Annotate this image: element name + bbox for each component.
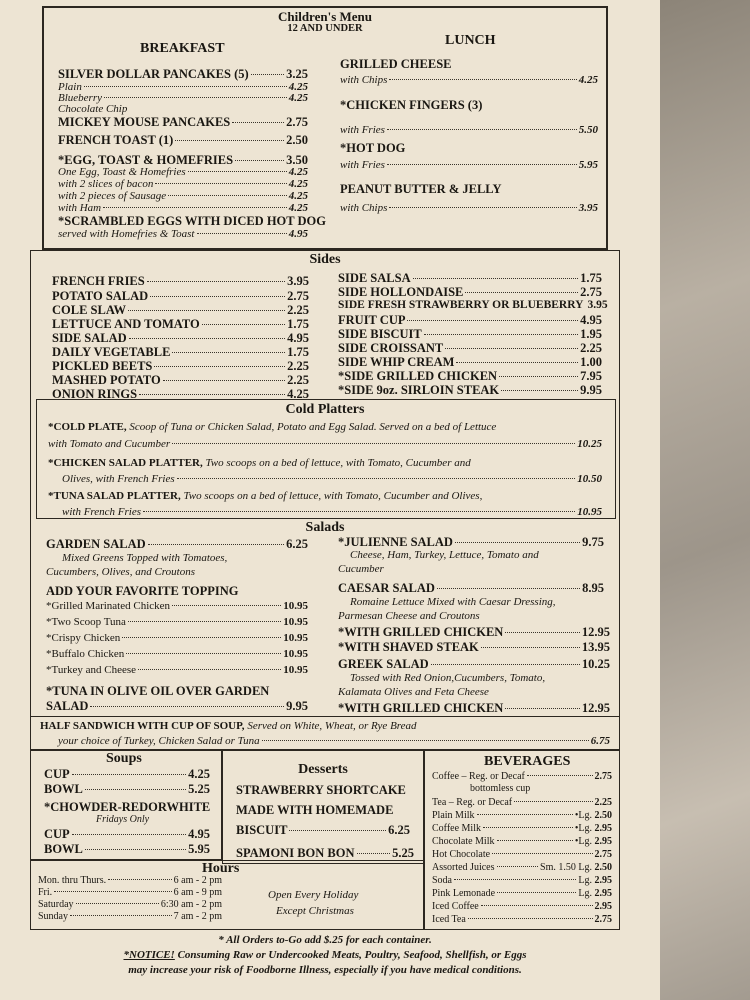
item-label: Plain: [58, 81, 82, 93]
item-label: Blueberry: [58, 92, 102, 104]
item-price: 10.50: [577, 473, 602, 485]
item-desc: with French Fries: [62, 506, 142, 518]
item-desc: Romaine Lettuce Mixed with Caesar Dressing,: [350, 596, 556, 608]
item-price: 5.25: [188, 782, 210, 796]
menu-row: [432, 863, 612, 873]
hours-time: 7 am - 2 pm: [173, 911, 222, 922]
hours-day: Mon. thru Thurs.: [38, 875, 107, 886]
item-price: 4.25: [288, 190, 308, 202]
item-size: Lg.: [578, 875, 592, 886]
soups-heading: Soups: [106, 751, 142, 766]
item-label: FRENCH FRIES: [52, 274, 145, 288]
item-price: 2.95: [594, 888, 612, 899]
item-price: 3.95: [578, 202, 598, 214]
item-price: 4.25: [288, 178, 308, 190]
item-label: MASHED POTATO: [52, 373, 161, 387]
item-label: *CHICKEN FINGERS (3): [340, 98, 483, 112]
item-price: 5.95: [188, 842, 210, 856]
hours-row: [38, 888, 222, 898]
menu-row: [340, 203, 598, 214]
item-label: Iced Coffee: [432, 901, 479, 912]
item-label: GARDEN SALAD: [46, 537, 146, 551]
item-price: 7.95: [580, 369, 602, 383]
item-price: 2.75: [594, 914, 612, 925]
menu-row: [62, 474, 602, 485]
item-label: *SCRAMBLED EGGS WITH DICED HOT DOG: [58, 214, 326, 228]
item-price: 4.25: [288, 202, 308, 214]
item-label: *Crispy Chicken: [46, 632, 121, 644]
item-price: 4.25: [578, 74, 598, 86]
menu-row: [338, 314, 602, 327]
menu-row: [44, 843, 210, 856]
menu-row: [338, 626, 610, 639]
item-desc: Two scoops on a bed of lettuce, with Tomato, Cucumber and Olives,: [180, 490, 483, 502]
item-label: *HOT DOG: [340, 141, 406, 155]
item-price: 3.25: [286, 67, 308, 81]
hours-time: 6 am - 2 pm: [173, 875, 222, 886]
childrens-menu-title: Children's Menu: [277, 9, 373, 24]
menu-row: [52, 346, 309, 359]
item-price: 12.95: [581, 701, 610, 715]
menu-row: [46, 700, 308, 713]
menu-row: [432, 889, 612, 899]
menu-row: [340, 160, 598, 171]
item-price: 2.75: [287, 289, 309, 303]
lunch-heading: LUNCH: [445, 33, 496, 48]
menu-row: [46, 538, 308, 551]
item-label: One Egg, Toast & Homefries: [58, 166, 186, 178]
item-price: 9.75: [582, 535, 604, 549]
menu-row: [338, 370, 602, 383]
item-label: GREEK SALAD: [338, 657, 429, 671]
item-desc: Cucumber: [338, 563, 384, 575]
item-label: Iced Tea: [432, 914, 466, 925]
item-desc: your choice of Turkey, Chicken Salad or Tuna: [58, 735, 260, 747]
menu-row: [338, 641, 610, 654]
item-price: 2.25: [287, 359, 309, 373]
item-label: CAESAR SALAD: [338, 581, 435, 595]
hours-row: [38, 900, 222, 910]
item-price: 4.95: [288, 228, 308, 240]
item-price: 2.95: [594, 823, 612, 834]
item-label: PEANUT BUTTER & JELLY: [340, 182, 502, 196]
item-label: MICKEY MOUSE PANCAKES: [58, 115, 231, 129]
notice-line: [0, 950, 650, 961]
item-price: 5.50: [578, 124, 598, 136]
item-label: *WITH GRILLED CHICKEN: [338, 625, 504, 639]
item-desc: with Chips: [340, 202, 388, 214]
item-label: Chocolate Milk: [432, 836, 495, 847]
item-price: 2.95: [594, 901, 612, 912]
item-price: 2.75: [594, 771, 612, 782]
menu-row: [338, 582, 604, 595]
menu-row: [340, 75, 598, 86]
item-desc: with Chips: [340, 74, 388, 86]
notice-line-2: may increase your risk of Foodborne Illness, especially if you have medical conditions.: [128, 964, 522, 976]
item-price: 2.75: [594, 849, 612, 860]
item-desc: with Tomato and Cucumber: [48, 438, 171, 450]
menu-row: [338, 536, 604, 549]
item-price: 5.25: [392, 846, 414, 860]
menu-row: [52, 318, 309, 331]
item-price: 1.00: [580, 355, 602, 369]
item-price: 2.50: [594, 810, 612, 821]
item-price: 2.25: [287, 303, 309, 317]
item-label: Chocolate Chip: [58, 103, 128, 115]
menu-row: [432, 915, 612, 925]
menu-row: [338, 272, 602, 285]
item-label: SIDE HOLLONDAISE: [338, 285, 464, 299]
item-price: 2.95: [594, 836, 612, 847]
hours-day: Fri.: [38, 887, 53, 898]
half-sandwich-line: [40, 721, 417, 732]
item-label: PICKLED BEETS: [52, 359, 153, 373]
item-desc: Kalamata Olives and Feta Cheese: [338, 686, 489, 698]
item-label: Coffee – Reg. or Decaf: [432, 771, 525, 782]
item-price: 5.95: [578, 159, 598, 171]
hours-day: Sunday: [38, 911, 68, 922]
item-price: 2.95: [594, 875, 612, 886]
item-label: CUP: [44, 767, 70, 781]
item-price: 2.25: [594, 797, 612, 808]
menu-row: [44, 768, 210, 781]
item-desc: Tossed with Red Onion,Cucumbers, Tomato,: [350, 672, 546, 684]
item-price: 8.95: [582, 581, 604, 595]
item-label: SIDE FRESH STRAWBERRY OR BLUEBERRY: [338, 299, 584, 311]
item-label: POTATO SALAD: [52, 289, 149, 303]
item-label: with Ham: [58, 202, 102, 214]
menu-row: [338, 342, 602, 355]
salads-heading: Salads: [305, 520, 345, 535]
item-label: FRUIT CUP: [338, 313, 406, 327]
menu-row: [48, 439, 602, 450]
item-label: LETTUCE AND TOMATO: [52, 317, 200, 331]
menu-row: [58, 68, 308, 81]
item-label: *TUNA SALAD PLATTER,: [48, 490, 181, 502]
item-label: SIDE WHIP CREAM: [338, 355, 455, 369]
menu-row: [236, 847, 414, 860]
item-size: Lg.: [578, 888, 592, 899]
item-price: 6.25: [286, 537, 308, 551]
item-desc: with Fries: [340, 159, 385, 171]
menu-row: [46, 665, 308, 676]
menu-row: [338, 658, 610, 671]
item-label: BOWL: [44, 782, 83, 796]
item-price: 1.75: [580, 271, 602, 285]
item-size: Sm. 1.50 Lg.: [540, 862, 592, 873]
cold-platters-heading: Cold Platters: [285, 402, 365, 417]
item-label: BOWL: [44, 842, 83, 856]
item-label: BISCUIT: [236, 823, 288, 837]
item-price: 2.75: [286, 115, 308, 129]
item-price: 4.95: [188, 827, 210, 841]
item-price: 10.95: [283, 616, 308, 628]
item-label: *TUNA IN OLIVE OIL OVER GARDEN: [46, 684, 270, 698]
item-label: with 2 pieces of Sausage: [58, 190, 167, 202]
item-price: 4.25: [188, 767, 210, 781]
item-price: 4.95: [287, 331, 309, 345]
menu-row: [52, 332, 309, 345]
item-price: 9.95: [286, 699, 308, 713]
holiday-note: Except Christmas: [276, 905, 354, 917]
menu-row: [432, 876, 612, 886]
menu-row: [52, 360, 309, 373]
breakfast-heading: BREAKFAST: [140, 41, 225, 56]
hours-time: 6 am - 9 pm: [173, 887, 222, 898]
menu-row: [58, 134, 308, 147]
item-price: 3.95: [587, 299, 608, 311]
item-label: Hot Chocolate: [432, 849, 491, 860]
item-label: *JULIENNE SALAD: [338, 535, 453, 549]
menu-row: [44, 828, 210, 841]
hours-day: Saturday: [38, 899, 74, 910]
item-label: *Two Scoop Tuna: [46, 616, 126, 628]
menu-row: [236, 824, 410, 837]
menu-row: [46, 649, 308, 660]
platter-line: [48, 491, 482, 502]
menu-row: [338, 328, 602, 341]
menu-row: [44, 783, 210, 796]
marble-background: [660, 0, 750, 1000]
menu-row: [432, 798, 612, 808]
beverages-heading: BEVERAGES: [484, 754, 571, 769]
item-label: FRENCH TOAST (1): [58, 133, 174, 147]
hours-row: [38, 876, 222, 886]
item-label: ONION RINGS: [52, 387, 138, 401]
item-price: 6.25: [388, 823, 410, 837]
menu-row: [58, 116, 308, 129]
item-price: 13.95: [581, 640, 610, 654]
desserts-heading: Desserts: [298, 762, 348, 777]
item-desc: Served on White, Wheat, or Rye Bread: [244, 720, 417, 732]
item-desc: Olives, with French Fries: [62, 473, 175, 485]
menu-row: [62, 507, 602, 518]
item-price: 12.95: [581, 625, 610, 639]
item-label: Assorted Juices: [432, 862, 495, 873]
menu-row: [432, 850, 612, 860]
menu-row: [58, 191, 308, 202]
item-size: •Lg.: [574, 836, 592, 847]
item-price: 2.25: [580, 341, 602, 355]
menu-row: [338, 702, 610, 715]
menu-row: [58, 229, 308, 240]
item-price: 6.75: [590, 735, 610, 747]
item-price: 10.95: [283, 648, 308, 660]
item-label: *Buffalo Chicken: [46, 648, 125, 660]
item-price: 9.95: [580, 383, 602, 397]
item-label: COLE SLAW: [52, 303, 126, 317]
menu-row: [432, 811, 612, 821]
item-label: SIDE BISCUIT: [338, 327, 422, 341]
item-price: 4.25: [288, 166, 308, 178]
item-desc: with Fries: [340, 124, 385, 136]
item-label: *SIDE GRILLED CHICKEN: [338, 369, 498, 383]
dessert-line: STRAWBERRY SHORTCAKE: [236, 783, 406, 797]
item-label: *COLD PLATE,: [48, 421, 127, 433]
dessert-line: MADE WITH HOMEMADE: [236, 803, 394, 817]
item-label: SIDE CROISSANT: [338, 341, 444, 355]
platter-line: [48, 422, 496, 433]
hours-heading: Hours: [202, 861, 240, 876]
menu-row: [432, 772, 612, 782]
menu-row: [52, 374, 309, 387]
item-desc: Cucumbers, Olives, and Croutons: [46, 566, 196, 578]
menu-row: [338, 286, 602, 299]
menu-row: [338, 299, 608, 312]
platter-line: [48, 458, 471, 469]
notice-label: *NOTICE!: [123, 949, 175, 961]
item-price: 1.75: [287, 345, 309, 359]
item-desc: Cheese, Ham, Turkey, Lettuce, Tomato and: [350, 549, 539, 561]
item-label: Soda: [432, 875, 452, 886]
item-desc: Mixed Greens Topped with Tomatoes,: [62, 552, 228, 564]
item-price: 10.95: [283, 632, 308, 644]
item-price: 4.25: [288, 92, 308, 104]
item-label: Coffee Milk: [432, 823, 481, 834]
item-price: 10.25: [577, 438, 602, 450]
item-label: Tea – Reg. or Decaf: [432, 797, 513, 808]
menu-row: [46, 601, 308, 612]
item-label: *WITH SHAVED STEAK: [338, 640, 479, 654]
item-label: SIDE SALSA: [338, 271, 411, 285]
holiday-note: Open Every Holiday: [268, 889, 359, 901]
sides-heading: Sides: [309, 252, 341, 267]
menu-row: [58, 203, 308, 214]
item-desc: Two scoops on a bed of lettuce, with Tomato, Cucumber and: [202, 457, 471, 469]
item-label: *Turkey and Cheese: [46, 664, 137, 676]
menu-row: [58, 167, 308, 178]
item-size: •Lg.: [574, 823, 592, 834]
menu-row: [58, 179, 308, 190]
item-price: 2.25: [287, 373, 309, 387]
item-price: 3.50: [286, 153, 308, 167]
item-label: served with Homefries & Toast: [58, 228, 195, 240]
item-label: *CHICKEN SALAD PLATTER,: [48, 457, 203, 469]
coffee-note: bottomless cup: [470, 783, 531, 794]
togo-note: * All Orders to-Go add $.25 for each container.: [218, 934, 432, 946]
item-label: *Grilled Marinated Chicken: [46, 600, 171, 612]
item-price: 10.25: [581, 657, 610, 671]
item-price: 2.75: [580, 285, 602, 299]
menu-row: [432, 837, 612, 847]
item-price: 1.75: [287, 317, 309, 331]
item-price: 1.95: [580, 327, 602, 341]
item-label: SILVER DOLLAR PANCAKES (5): [58, 67, 249, 81]
item-label: CUP: [44, 827, 70, 841]
item-price: 10.95: [283, 664, 308, 676]
menu-row: [52, 304, 309, 317]
item-desc: Scoop of Tuna or Chicken Salad, Potato and Egg Salad. Served on a bed of Lettuce: [126, 421, 497, 433]
item-label: GRILLED CHEESE: [340, 57, 452, 71]
item-label: HALF SANDWICH WITH CUP OF SOUP,: [40, 720, 245, 732]
menu-row: [432, 824, 612, 834]
menu-row: [46, 617, 308, 628]
menu-row: [340, 125, 598, 136]
item-label: SPAMONI BON BON: [236, 846, 355, 860]
menu-row: [58, 154, 308, 167]
item-price: 2.50: [286, 133, 308, 147]
item-label: Pink Lemonade: [432, 888, 496, 899]
menu-row: [46, 633, 308, 644]
topping-heading: ADD YOUR FAVORITE TOPPING: [46, 584, 239, 598]
notice-text: Consuming Raw or Undercooked Meats, Poultry, Seafood, Shellfish, or Eggs: [174, 949, 527, 961]
menu-row: [338, 356, 602, 369]
childrens-menu-subtitle: 12 AND UNDER: [287, 23, 363, 34]
item-price: 10.95: [283, 600, 308, 612]
menu-row: [52, 275, 309, 288]
menu-row: [432, 902, 612, 912]
item-price: 4.95: [580, 313, 602, 327]
item-price: 3.95: [287, 274, 309, 288]
item-price: 10.95: [577, 506, 602, 518]
item-label: *SIDE 9oz. SIRLOIN STEAK: [338, 383, 500, 397]
hours-row: [38, 912, 222, 922]
item-price: 4.25: [287, 387, 309, 401]
chowder-label: *CHOWDER-REDORWHITE: [44, 800, 211, 814]
item-label: with 2 slices of bacon: [58, 178, 154, 190]
menu-row: [338, 384, 602, 397]
item-label: DAILY VEGETABLE: [52, 345, 171, 359]
item-label: *EGG, TOAST & HOMEFRIES: [58, 153, 234, 167]
item-label: *WITH GRILLED CHICKEN: [338, 701, 504, 715]
item-size: •Lg.: [574, 810, 592, 821]
item-price: 2.50: [594, 862, 612, 873]
item-label: Plain Milk: [432, 810, 475, 821]
chowder-note: Fridays Only: [96, 814, 150, 825]
menu-row: [58, 736, 610, 747]
item-label: SIDE SALAD: [52, 331, 127, 345]
menu-row: [52, 290, 309, 303]
item-label: SALAD: [46, 699, 89, 713]
item-desc: Parmesan Cheese and Croutons: [338, 610, 480, 622]
item-price: 4.25: [288, 81, 308, 93]
hours-time: 6:30 am - 2 pm: [160, 899, 222, 910]
